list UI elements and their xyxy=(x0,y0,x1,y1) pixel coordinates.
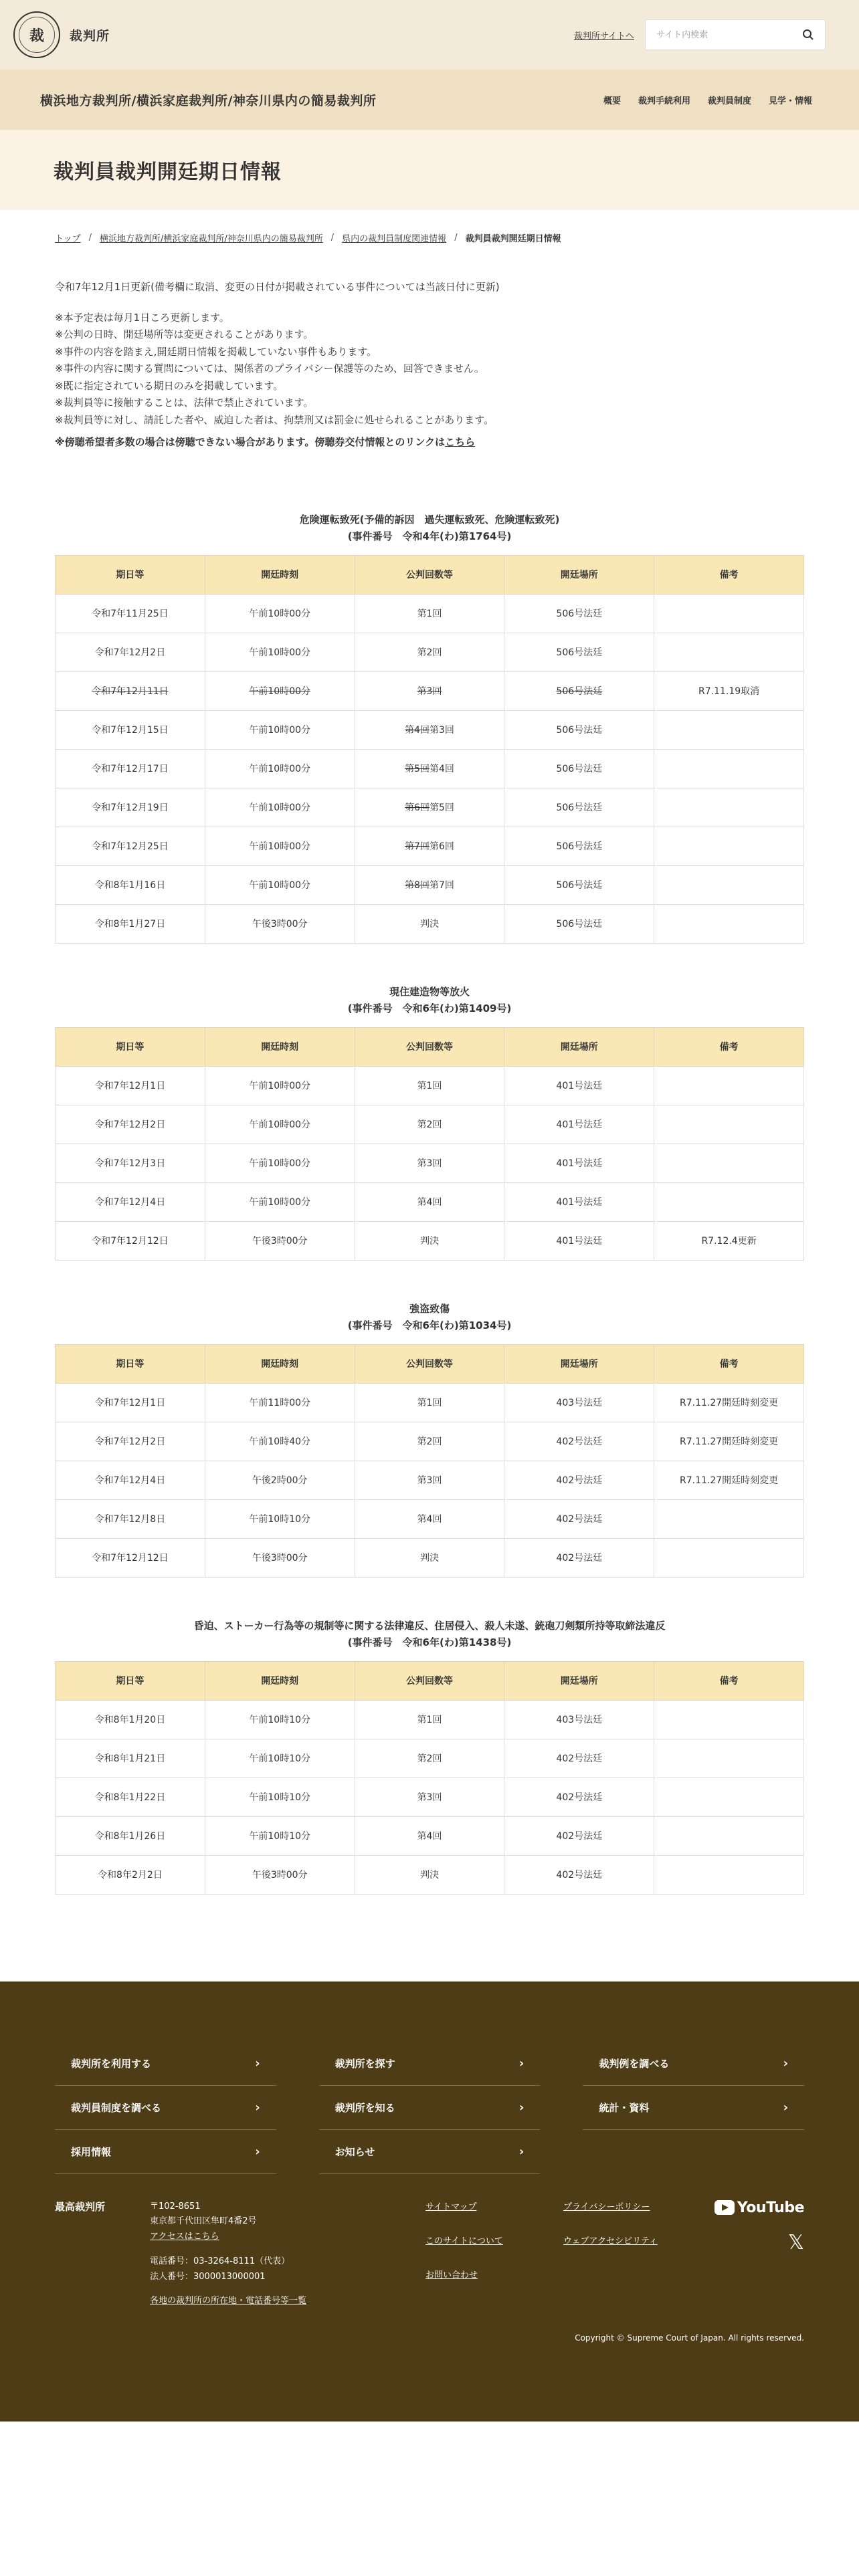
chevron-right-icon: › xyxy=(518,2100,524,2115)
search-icon[interactable] xyxy=(802,29,814,41)
schedule-table xyxy=(55,1661,804,1895)
time-cell: 午後3時00分 xyxy=(205,1855,355,1894)
column-header: 開廷時刻 xyxy=(205,1344,355,1383)
table-row xyxy=(56,1066,804,1105)
note-cell xyxy=(654,788,804,827)
breadcrumb xyxy=(0,210,859,244)
address: 東京都千代田区隼町4番2号 xyxy=(150,2216,257,2227)
date-cell: 令和7年12月12日 xyxy=(56,1221,205,1260)
breadcrumb-court[interactable]: 横浜地方裁判所/横浜家庭裁判所/神奈川県内の簡易裁判所 xyxy=(100,234,323,244)
table-row xyxy=(56,1499,804,1538)
date-cell: 令和8年1月21日 xyxy=(56,1739,205,1778)
time-cell: 午後3時00分 xyxy=(205,1221,355,1260)
time-cell: 午後2時00分 xyxy=(205,1461,355,1499)
search-input[interactable] xyxy=(656,30,790,40)
count-cell xyxy=(355,749,504,788)
case-section xyxy=(0,512,859,944)
column-header: 開廷時刻 xyxy=(205,555,355,594)
old-count: 第8回 xyxy=(405,880,430,891)
date-cell: 令和7年12月19日 xyxy=(56,788,205,827)
count-cell: 第1回 xyxy=(355,1066,504,1105)
search-box xyxy=(645,19,826,50)
table-header-row xyxy=(56,555,804,594)
case-title xyxy=(55,1301,804,1335)
nav-item-overview[interactable]: 概要 xyxy=(603,96,621,106)
date-cell: 令和7年12月1日 xyxy=(56,1383,205,1422)
breadcrumb-lay-judge-info[interactable]: 県内の裁判員制度関連情報 xyxy=(342,234,447,244)
place-cell: 402号法廷 xyxy=(504,1461,654,1499)
date-cell: 令和7年12月15日 xyxy=(56,710,205,749)
new-count: 第5回 xyxy=(429,802,454,813)
note-cell xyxy=(654,749,804,788)
ticket-info-link[interactable]: こちら xyxy=(445,436,476,448)
table-row xyxy=(56,1816,804,1855)
date-cell: 令和7年12月17日 xyxy=(56,749,205,788)
breadcrumb-separator: / xyxy=(88,233,92,243)
youtube-icon xyxy=(714,2200,735,2215)
time-cell: 午前10時00分 xyxy=(205,788,355,827)
note-cell xyxy=(654,827,804,865)
table-row xyxy=(56,1105,804,1144)
site-logo[interactable] xyxy=(13,11,110,58)
note-cell xyxy=(654,865,804,904)
count-cell: 第3回 xyxy=(355,1778,504,1816)
court-name-link[interactable]: 横浜地方裁判所/横浜家庭裁判所/神奈川県内の簡易裁判所 xyxy=(40,93,377,108)
case-number: (事件番号 令和6年(わ)第1409号) xyxy=(347,1002,512,1014)
place-cell: 506号法廷 xyxy=(504,594,654,633)
time-cell: 午前10時10分 xyxy=(205,1816,355,1855)
note-cell xyxy=(654,1739,804,1778)
count-cell: 判決 xyxy=(355,1221,504,1260)
place-cell: 506号法廷 xyxy=(504,749,654,788)
date-cell: 令和8年1月22日 xyxy=(56,1778,205,1816)
footer-link-label: 採用情報 xyxy=(71,2145,112,2158)
place-cell: 506号法廷 xyxy=(504,904,654,943)
footer-link-label: 裁判員制度を調べる xyxy=(71,2101,162,2114)
count-cell: 第2回 xyxy=(355,1422,504,1461)
footer-link-find-court[interactable] xyxy=(319,2042,541,2086)
breadcrumb-separator: / xyxy=(454,233,458,243)
chevron-right-icon: › xyxy=(518,2056,524,2070)
count-cell xyxy=(355,788,504,827)
footer-column-1 xyxy=(425,2199,563,2310)
footer-social xyxy=(714,2199,804,2310)
time-cell: 午前10時00分 xyxy=(205,633,355,671)
chevron-right-icon: › xyxy=(255,2144,260,2159)
note-cell xyxy=(654,1144,804,1182)
column-header: 期日等 xyxy=(56,1027,205,1066)
time-cell: 午前10時00分 xyxy=(205,671,355,710)
table-row xyxy=(56,1182,804,1221)
time-cell: 午前10時00分 xyxy=(205,1182,355,1221)
page-title: 裁判員裁判開廷期日情報 xyxy=(54,160,282,184)
case-section xyxy=(0,984,859,1261)
place-cell: 402号法廷 xyxy=(504,1855,654,1894)
schedule-table xyxy=(55,1027,804,1261)
case-charge: 昏迫、ストーカー行為等の規制等に関する法律違反、住居侵入、殺人未遂、銃砲刀剣類所持等取締法違反 xyxy=(193,1619,666,1632)
column-header: 期日等 xyxy=(56,555,205,594)
time-cell: 午前10時00分 xyxy=(205,827,355,865)
count-cell: 第1回 xyxy=(355,594,504,633)
nav-item-tours-info[interactable]: 見学・情報 xyxy=(768,96,812,106)
table-row xyxy=(56,1855,804,1894)
count-cell: 第1回 xyxy=(355,1700,504,1739)
case-section xyxy=(0,1618,859,1895)
date-cell: 令和8年2月2日 xyxy=(56,1855,205,1894)
count-cell: 第1回 xyxy=(355,1383,504,1422)
date-cell: 令和8年1月20日 xyxy=(56,1700,205,1739)
case-section xyxy=(0,1301,859,1578)
old-count: 第5回 xyxy=(405,764,430,774)
date-cell: 令和7年12月2日 xyxy=(56,1105,205,1144)
chevron-right-icon: › xyxy=(783,2056,788,2070)
note-cell xyxy=(654,1855,804,1894)
column-header: 開廷時刻 xyxy=(205,1661,355,1700)
date-cell: 令和8年1月16日 xyxy=(56,865,205,904)
table-row xyxy=(56,749,804,788)
new-count: 第3回 xyxy=(429,725,454,736)
footer-info xyxy=(55,2199,804,2310)
footer-link-news[interactable] xyxy=(319,2130,541,2174)
date-cell: 令和7年12月3日 xyxy=(56,1144,205,1182)
youtube-label: YouTube xyxy=(737,2199,804,2216)
count-cell: 第2回 xyxy=(355,633,504,671)
table-row xyxy=(56,904,804,943)
table-row xyxy=(56,1383,804,1422)
new-count: 第6回 xyxy=(429,841,454,852)
table-row xyxy=(56,788,804,827)
footer-link-case-law[interactable] xyxy=(583,2042,804,2086)
table-row xyxy=(56,1739,804,1778)
notice-item: ※裁判員等に対し、請託した者や、威迫した者は、拘禁刑又は罰金に処せられることがあります。 xyxy=(55,413,494,426)
note-cell: R7.11.19取消 xyxy=(654,671,804,710)
court-emblem-icon: 裁 xyxy=(13,11,60,58)
notice-item: ※裁判員等に接触することは、法律で禁止されています。 xyxy=(55,397,314,409)
note-cell: R7.12.4更新 xyxy=(654,1221,804,1260)
intro xyxy=(0,244,859,451)
about-site-link[interactable]: このサイトについて xyxy=(425,2236,503,2246)
postal-code: 〒102-8651 xyxy=(150,2201,201,2212)
time-cell: 午前10時00分 xyxy=(205,865,355,904)
count-cell: 第2回 xyxy=(355,1739,504,1778)
column-header: 期日等 xyxy=(56,1661,205,1700)
ticket-notice xyxy=(55,434,804,451)
footer-address xyxy=(150,2199,425,2310)
place-cell: 402号法廷 xyxy=(504,1816,654,1855)
place-cell: 401号法廷 xyxy=(504,1144,654,1182)
place-cell: 403号法廷 xyxy=(504,1383,654,1422)
time-cell: 午前10時00分 xyxy=(205,710,355,749)
date-cell: 令和7年11月25日 xyxy=(56,594,205,633)
copyright: Copyright © Supreme Court of Japan. All rights reserved. xyxy=(575,2333,804,2343)
nav-item-lay-judge[interactable]: 裁判員制度 xyxy=(707,96,751,106)
x-icon[interactable]: 𝕏 xyxy=(787,2230,804,2254)
privacy-policy-link[interactable]: プライバシーポリシー xyxy=(563,2202,650,2212)
time-cell: 午前10時00分 xyxy=(205,1105,355,1144)
note-cell xyxy=(654,1105,804,1144)
count-cell: 第4回 xyxy=(355,1816,504,1855)
column-header: 開廷場所 xyxy=(504,555,654,594)
old-count: 第4回 xyxy=(405,725,430,736)
place-cell: 506号法廷 xyxy=(504,633,654,671)
table-row xyxy=(56,1700,804,1739)
count-cell: 第4回 xyxy=(355,1182,504,1221)
note-cell xyxy=(654,1816,804,1855)
case-charge: 危険運転致死(予備的訴因 過失運転致死、危険運転致死) xyxy=(299,513,560,526)
column-header: 公判回数等 xyxy=(355,1027,504,1066)
time-cell: 午前10時00分 xyxy=(205,1066,355,1105)
case-number: (事件番号 令和6年(わ)第1438号) xyxy=(347,1636,512,1648)
court-site-link[interactable]: 裁判所サイトへ xyxy=(573,31,634,41)
table-row xyxy=(56,1221,804,1260)
case-title xyxy=(55,512,804,546)
note-cell: R7.11.27開廷時刻変更 xyxy=(654,1461,804,1499)
count-cell xyxy=(355,827,504,865)
contact-link[interactable]: お問い合わせ xyxy=(425,2270,478,2280)
case-charge: 現住建造物等放火 xyxy=(389,985,470,998)
table-row xyxy=(56,865,804,904)
table-row xyxy=(56,1461,804,1499)
column-header: 開廷場所 xyxy=(504,1661,654,1700)
time-cell: 午前10時10分 xyxy=(205,1499,355,1538)
column-header: 備考 xyxy=(654,1661,804,1700)
court-list-link[interactable]: 各地の裁判所の所在地・電話番号等一覧 xyxy=(150,2296,307,2306)
table-row xyxy=(56,827,804,865)
count-cell: 判決 xyxy=(355,1855,504,1894)
table-row xyxy=(56,1422,804,1461)
date-cell: 令和7年12月4日 xyxy=(56,1461,205,1499)
breadcrumb-separator: / xyxy=(330,233,335,243)
notice-item: ※事件の内容に関する質問については、関係者のプライバシー保護等のため、回答できません。 xyxy=(55,362,484,374)
case-number: (事件番号 令和6年(わ)第1034号) xyxy=(347,1319,512,1331)
count-cell xyxy=(355,710,504,749)
table-header-row xyxy=(56,1344,804,1383)
breadcrumb-current: 裁判員裁判開廷期日情報 xyxy=(465,234,561,244)
place-cell: 506号法廷 xyxy=(504,671,654,710)
place-cell: 402号法廷 xyxy=(504,1538,654,1577)
column-header: 開廷場所 xyxy=(504,1344,654,1383)
chevron-right-icon: › xyxy=(255,2100,260,2115)
place-cell: 402号法廷 xyxy=(504,1499,654,1538)
place-cell: 401号法廷 xyxy=(504,1221,654,1260)
date-cell: 令和7年12月8日 xyxy=(56,1499,205,1538)
youtube-link[interactable] xyxy=(714,2199,804,2216)
footer-link-label: 統計・資料 xyxy=(599,2101,650,2114)
case-charge: 強盗致傷 xyxy=(409,1302,450,1315)
footer-link-statistics[interactable] xyxy=(583,2086,804,2130)
case-number: (事件番号 令和4年(わ)第1764号) xyxy=(347,530,512,542)
footer-link-use-court[interactable] xyxy=(55,2042,276,2086)
ticket-notice-text: ※傍聴希望者多数の場合は傍聴できない場合があります。傍聴券交付情報とのリンクは xyxy=(55,436,446,448)
date-cell: 令和7年12月2日 xyxy=(56,1422,205,1461)
note-cell xyxy=(654,633,804,671)
new-count: 第4回 xyxy=(429,764,454,774)
note-cell xyxy=(654,904,804,943)
header-right xyxy=(574,19,826,50)
chevron-right-icon: › xyxy=(255,2056,260,2070)
note-cell xyxy=(654,1778,804,1816)
count-cell: 第3回 xyxy=(355,1144,504,1182)
top-header xyxy=(0,0,859,70)
table-row xyxy=(56,1144,804,1182)
time-cell: 午後3時00分 xyxy=(205,1538,355,1577)
corporate-number: 法人番号：3000013000001 xyxy=(150,2271,266,2282)
note-cell xyxy=(654,1499,804,1538)
table-row xyxy=(56,594,804,633)
access-link[interactable]: アクセスはこちら xyxy=(150,2232,219,2242)
time-cell: 午前10時00分 xyxy=(205,1144,355,1182)
column-header: 期日等 xyxy=(56,1344,205,1383)
place-cell: 401号法廷 xyxy=(504,1182,654,1221)
footer-link-label: 裁判所を探す xyxy=(335,2057,395,2070)
column-header: 公判回数等 xyxy=(355,1344,504,1383)
old-count: 第6回 xyxy=(405,802,430,813)
date-cell: 令和7年12月12日 xyxy=(56,1538,205,1577)
column-header: 備考 xyxy=(654,555,804,594)
table-header-row xyxy=(56,1661,804,1700)
place-cell: 403号法廷 xyxy=(504,1700,654,1739)
date-cell: 令和7年12月4日 xyxy=(56,1182,205,1221)
breadcrumb-top[interactable]: トップ xyxy=(55,234,81,244)
site-footer xyxy=(0,1981,859,2422)
notice-list xyxy=(55,310,804,429)
notice-item: ※既に指定されている期日のみを掲載しています。 xyxy=(55,379,284,392)
note-cell xyxy=(654,1066,804,1105)
nav-bar xyxy=(0,70,859,130)
time-cell: 午前11時00分 xyxy=(205,1383,355,1422)
update-note: 令和7年12月1日更新(備考欄に取消、変更の日付が掲載されている事件については当該日付に更新) xyxy=(55,281,500,293)
column-header: 備考 xyxy=(654,1344,804,1383)
table-row xyxy=(56,710,804,749)
schedule-table xyxy=(55,555,804,944)
count-cell: 第3回 xyxy=(355,1461,504,1499)
table-row-cancelled xyxy=(56,671,804,710)
date-cell: 令和7年12月25日 xyxy=(56,827,205,865)
table-row xyxy=(56,1778,804,1816)
time-cell: 午前10時40分 xyxy=(205,1422,355,1461)
date-cell: 令和7年12月2日 xyxy=(56,633,205,671)
date-cell: 令和8年1月27日 xyxy=(56,904,205,943)
date-cell: 令和8年1月26日 xyxy=(56,1816,205,1855)
time-cell: 午前10時10分 xyxy=(205,1700,355,1739)
logo-text: 裁判所 xyxy=(70,28,110,43)
table-header-row xyxy=(56,1027,804,1066)
phone: 電話番号：03-3264-8111（代表） xyxy=(150,2256,290,2266)
place-cell: 402号法廷 xyxy=(504,1422,654,1461)
footer-link-label: 裁判所を利用する xyxy=(71,2057,152,2070)
note-cell: R7.11.27開廷時刻変更 xyxy=(654,1383,804,1422)
time-cell: 午前10時00分 xyxy=(205,594,355,633)
note-cell xyxy=(654,594,804,633)
count-cell: 第4回 xyxy=(355,1499,504,1538)
sitemap-link[interactable]: サイトマップ xyxy=(425,2202,477,2212)
old-count: 第7回 xyxy=(405,841,430,852)
note-cell xyxy=(654,1700,804,1739)
place-cell: 506号法廷 xyxy=(504,865,654,904)
time-cell: 午後3時00分 xyxy=(205,904,355,943)
place-cell: 506号法廷 xyxy=(504,788,654,827)
place-cell: 506号法廷 xyxy=(504,827,654,865)
column-header: 開廷時刻 xyxy=(205,1027,355,1066)
notice-item: ※本予定表は毎月1日ころ更新します。 xyxy=(55,311,229,324)
case-title xyxy=(55,1618,804,1652)
case-title xyxy=(55,984,804,1018)
count-cell: 判決 xyxy=(355,904,504,943)
table-row xyxy=(56,633,804,671)
chevron-right-icon: › xyxy=(783,2100,788,2115)
footer-link-label: 裁判所を知る xyxy=(335,2101,395,2114)
table-row xyxy=(56,1538,804,1577)
footer-link-label: 裁判例を調べる xyxy=(599,2057,670,2070)
place-cell: 401号法廷 xyxy=(504,1066,654,1105)
chevron-right-icon: › xyxy=(518,2144,524,2159)
count-cell: 第3回 xyxy=(355,671,504,710)
notice-item: ※事件の内容を踏まえ,開廷期日情報を掲載していない事件もあります。 xyxy=(55,345,377,358)
place-cell: 402号法廷 xyxy=(504,1739,654,1778)
footer-org-name: 最高裁判所 xyxy=(55,2200,106,2213)
place-cell: 402号法廷 xyxy=(504,1778,654,1816)
place-cell: 401号法廷 xyxy=(504,1105,654,1144)
footer-link-lay-judge[interactable] xyxy=(55,2086,276,2130)
footer-link-grid xyxy=(55,2042,804,2174)
note-cell xyxy=(654,1538,804,1577)
footer-link-recruitment[interactable] xyxy=(55,2130,276,2174)
note-cell xyxy=(654,710,804,749)
column-header: 公判回数等 xyxy=(355,1661,504,1700)
footer-link-label: お知らせ xyxy=(335,2145,375,2158)
schedule-table xyxy=(55,1344,804,1578)
count-cell: 判決 xyxy=(355,1538,504,1577)
page-title-band xyxy=(0,130,859,210)
time-cell: 午前10時10分 xyxy=(205,1778,355,1816)
column-header: 備考 xyxy=(654,1027,804,1066)
nav-item-procedures[interactable]: 裁判手続利用 xyxy=(638,96,690,106)
footer-column-2 xyxy=(563,2199,701,2310)
note-cell xyxy=(654,1182,804,1221)
place-cell: 506号法廷 xyxy=(504,710,654,749)
new-count: 第7回 xyxy=(429,880,454,891)
web-accessibility-link[interactable]: ウェブアクセシビリティ xyxy=(563,2236,658,2246)
date-cell: 令和7年12月11日 xyxy=(56,671,205,710)
time-cell: 午前10時10分 xyxy=(205,1739,355,1778)
footer-link-about-court[interactable] xyxy=(319,2086,541,2130)
column-header: 開廷場所 xyxy=(504,1027,654,1066)
time-cell: 午前10時00分 xyxy=(205,749,355,788)
date-cell: 令和7年12月1日 xyxy=(56,1066,205,1105)
main-nav xyxy=(603,94,812,106)
column-header: 公判回数等 xyxy=(355,555,504,594)
note-cell: R7.11.27開廷時刻変更 xyxy=(654,1422,804,1461)
notice-item: ※公判の日時、開廷場所等は変更されることがあります。 xyxy=(55,328,314,340)
count-cell xyxy=(355,865,504,904)
count-cell: 第2回 xyxy=(355,1105,504,1144)
